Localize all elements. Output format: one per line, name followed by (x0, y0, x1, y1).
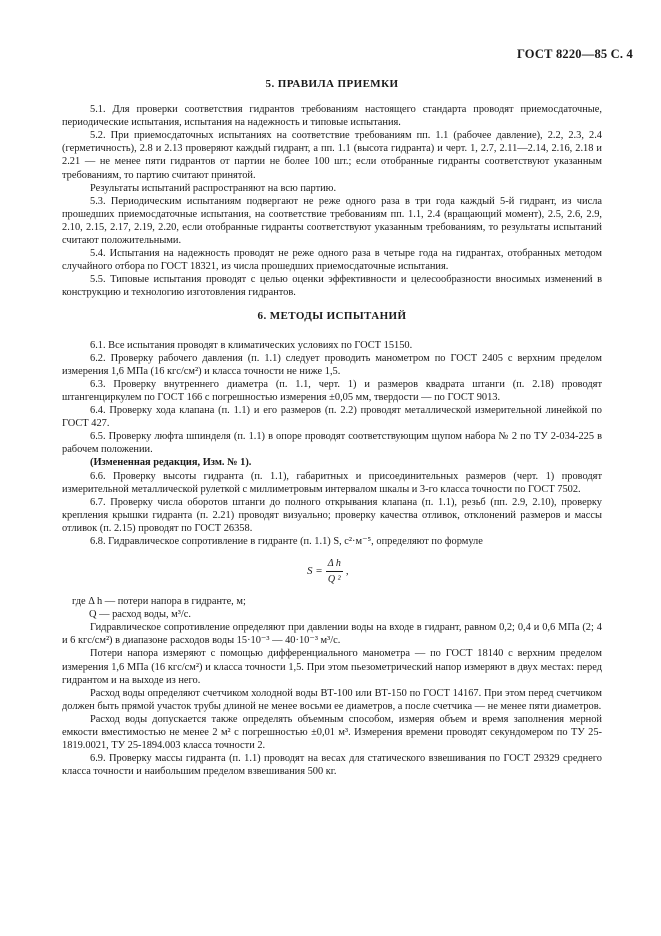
paragraph-6-2: 6.2. Проверку рабочего давления (п. 1.1) следует проводить манометром по ГОСТ 2405 с верхним пределом измерения 1,6 МПа (16 кгс/см²) и класса точности не ниже 1,5. (62, 352, 602, 377)
section-5-body (62, 103, 602, 299)
running-head: ГОСТ 8220—85 С. 4 (516, 47, 633, 61)
formula-fraction (326, 557, 343, 586)
section-6-title: 6. МЕТОДЫ ИСПЫТАНИЙ (257, 309, 407, 322)
formula-denominator: Q ² (327, 574, 341, 586)
formula-numerator: Δ h (326, 557, 343, 572)
paragraph-6-8: 6.8. Гидравлическое сопротивление в гидранте (п. 1.1) S, с²·м⁻⁵, определяют по формуле (90, 536, 483, 547)
section-6-body (62, 339, 602, 779)
formula-tail: , (345, 565, 349, 578)
paragraph-6-8-pressure: Гидравлическое сопротивление определяют при давлении воды на входе в гидрант, равном 0,2; 0,4 и 0,6 МПа (2; 4 и 6 кгс/см²) в диапазоне расходов воды 15·10⁻³ — 40·10⁻³ м³/с. (62, 622, 602, 647)
paragraph-5-1: 5.1. Для проверки соответствия гидрантов требованиям настоящего стандарта проводят приемосдаточные, периодические испытания, испытания на надежность и типовые испытания. (62, 104, 602, 129)
paragraph-6-8-head-loss: Потери напора измеряют с помощью дифференциального манометра — по ГОСТ 18140 с верхним пределом измерения 1,6 МПа (16 кгс/см²) и класса точности 1,5. При этом пьезометрический напор измеряют в двух местах: перед гидрантом и на выходе из него. (62, 648, 602, 686)
resistance-formula (307, 557, 349, 586)
section-5-title: 5. ПРАВИЛА ПРИЕМКИ (265, 78, 399, 90)
paragraph-5-2: 5.2. При приемосдаточных испытаниях на соответствие требованиям пп. 1.1 (рабочее давление), 2.2, 2.3, 2.4 (герметичность), 2.8 и 2.13 проверяют каждый гидрант, а пп. 1.1 (высота гидранта) и черт. 1, 2.7, 2.11—2.14, 2.16, 2.18 и 2.21 — не менее пяти гидрантов от партии не более 100 шт.; если отобранные гидранты соответствуют указанным требованиям, то партию считают принятой. (62, 130, 602, 181)
formula-where-2: Q — расход воды, м³/с. (89, 609, 191, 621)
paragraph-6-8-flow-meter: Расход воды определяют счетчиком холодной воды ВТ-100 или ВТ-150 по ГОСТ 14167. При этом перед счетчиком должен быть прямой участок трубы длиной не менее восьми ее диаметров, а после счетчика — не менее пяти диаметров. (62, 687, 602, 712)
amendment-note: (Измененная редакция, Изм. № 1). (90, 457, 252, 469)
page-body (62, 74, 602, 778)
paragraph-5-5: 5.5. Типовые испытания проводят с целью оценки эффективности и целесообразности вносимых изменений в конструкцию и технологию изготовления гидрантов. (62, 274, 602, 299)
paragraph-5-3: 5.3. Периодическим испытаниям подвергают не реже одного раза в три года каждый 5-й гидрант, из числа прошедших приемосдаточные испытания, на соответствие требованиям пп. 1.1, 2.4 (вращающий момент), 2.5, 2.6, 2.9, 2.10, 2.15, 2.17, 2.19, 2.20, если отобранные гидранты соответствуют указанным требованиям, то результаты испытаний считают положительными. (62, 195, 602, 247)
formula-where-1: где Δ h — потери напора в гидранте, м; (72, 596, 246, 608)
formula-lhs: S = (307, 565, 323, 578)
paragraph-6-8-volumetric: Расход воды допускается также определять объемным способом, измеряя объем и время заполнения мерной емкости вместимостью не менее 2 м² с погрешностью ±0,01 м³. Измерения времени проводят секундомером по ТУ 25-1819.0021, ТУ 25-1894.003 класса точности 2. (62, 713, 602, 752)
paragraph-6-7: 6.7. Проверку числа оборотов штанги до полного открывания клапана (п. 1.1), резьб (пп. 2.9, 2.10), проверку крепления крышки гидранта (п. 2.21) проводят визуально; проверку качества отливок, отклонений размеров и массы отливок (п. 2.15) проводят по ГОСТ 26358. (62, 496, 602, 534)
paragraph-6-5: 6.5. Проверку люфта шпинделя (п. 1.1) в опоре проводят соответствующим щупом набора № 2 по ТУ 2-034-225 в рабочем положении. (62, 431, 602, 456)
paragraph-6-3: 6.3. Проверку внутреннего диаметра (п. 1.1, черт. 1) и размеров квадрата штанги (п. 2.18) проводят штангенциркулем по ГОСТ 166 с погрешностью измерения ±0,05 мм, твердости — по ГОСТ 9013. (62, 378, 602, 403)
paragraph-6-9: 6.9. Проверку массы гидранта (п. 1.1) проводят на весах для статического взвешивания по ГОСТ 29329 среднего класса точности и наибольшим пределом взвешивания 500 кг. (62, 753, 602, 778)
paragraph-6-4: 6.4. Проверку хода клапана (п. 1.1) и его размеров (п. 2.2) проводят металлической измерительной линейкой по ГОСТ 427. (62, 405, 602, 430)
paragraph-6-6: 6.6. Проверку высоты гидранта (п. 1.1), габаритных и присоединительных размеров (черт. 1) проводят измерительной металлической рулеткой с миллиметровым интервалом шкалы и 3-го класса точности по ГОСТ 7502. (62, 470, 602, 495)
paragraph-6-1: 6.1. Все испытания проводят в климатических условиях по ГОСТ 15150. (90, 339, 413, 351)
formula-block (62, 551, 602, 591)
paragraph-5-2-results: Результаты испытаний распространяют на всю партию. (90, 182, 337, 194)
paragraph-5-4: 5.4. Испытания на надежность проводят не реже одного раза в четыре года на гидрантах, отобранных методом случайного отбора по ГОСТ 18321, из числа прошедших приемосдаточные испытания. (62, 248, 602, 273)
